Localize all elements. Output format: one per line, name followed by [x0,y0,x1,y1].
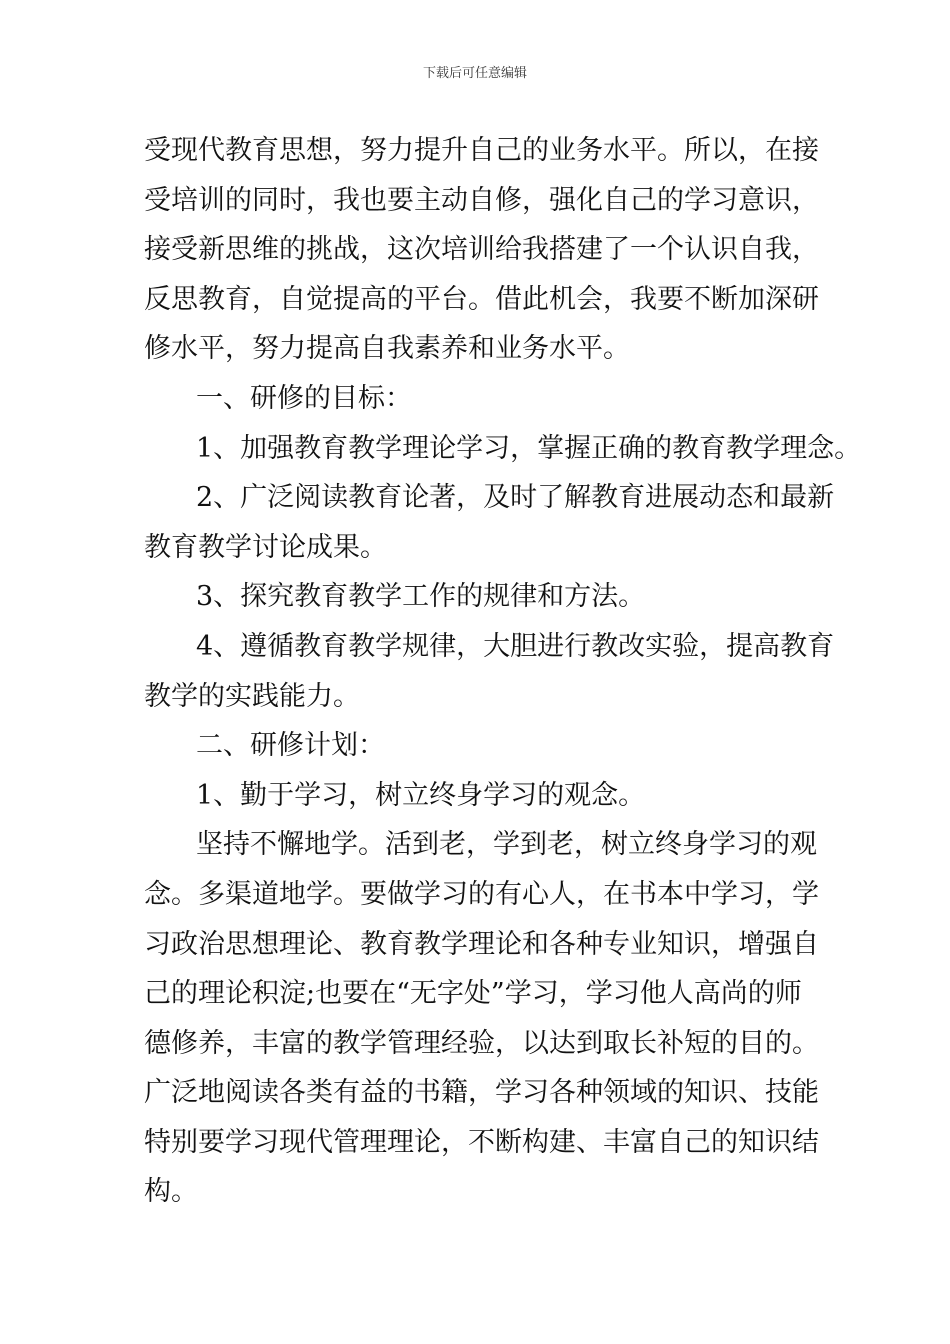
paragraph-line: 坚持不懈地学。活到老，学到老，树立终身学习的观 [196,829,817,861]
text-line: 修水平，努力提高自我素养和业务水平。 [144,333,630,365]
text-line: 接受新思维的挑战，这次培训给我搭建了一个认识自我， [144,234,819,266]
text-line: 特别要学习现代管理理论，不断构建、丰富自己的知识结 [144,1126,819,1158]
text-line: 习政治思想理论、教育教学理论和各种专业知识，增强自 [144,928,819,960]
section-heading: 一、研修的目标： [196,382,412,414]
text-line: 构。 [144,1176,198,1208]
text-line: 反思教育，自觉提高的平台。借此机会，我要不断加深研 [144,283,819,315]
list-item: 3、探究教育教学工作的规律和方法。 [196,581,646,613]
text-line: 广泛地阅读各类有益的书籍，学习各种领域的知识、技能 [144,1077,819,1109]
text-line: 德修养，丰富的教学管理经验，以达到取长补短的目的。 [144,1027,819,1059]
text-line: 受培训的同时，我也要主动自修，强化自己的学习意识， [144,184,819,216]
page-header-note: 下载后可任意编辑 [422,66,527,81]
list-item: 2、广泛阅读教育论著，及时了解教育进展动态和最新 [196,482,835,514]
text-line: 教育教学讨论成果。 [144,531,387,563]
text-line: 己的理论积淀;也要在“无字处”学习，学习他人高尚的师 [144,978,802,1010]
list-item: 4、遵循教育教学规律，大胆进行教改实验，提高教育 [196,630,835,662]
list-item: 1、勤于学习，树立终身学习的观念。 [196,779,646,811]
text-line: 受现代教育思想，努力提升自己的业务水平。所以，在接 [144,135,819,166]
list-item: 1、加强教育教学理论学习，掌握正确的教育教学理念。 [196,432,862,464]
section-heading: 二、研修计划： [196,730,385,762]
text-line: 念。多渠道地学。要做学习的有心人，在书本中学习，学 [144,878,819,910]
text-line: 教学的实践能力。 [144,680,360,712]
document-body [144,126,862,1217]
